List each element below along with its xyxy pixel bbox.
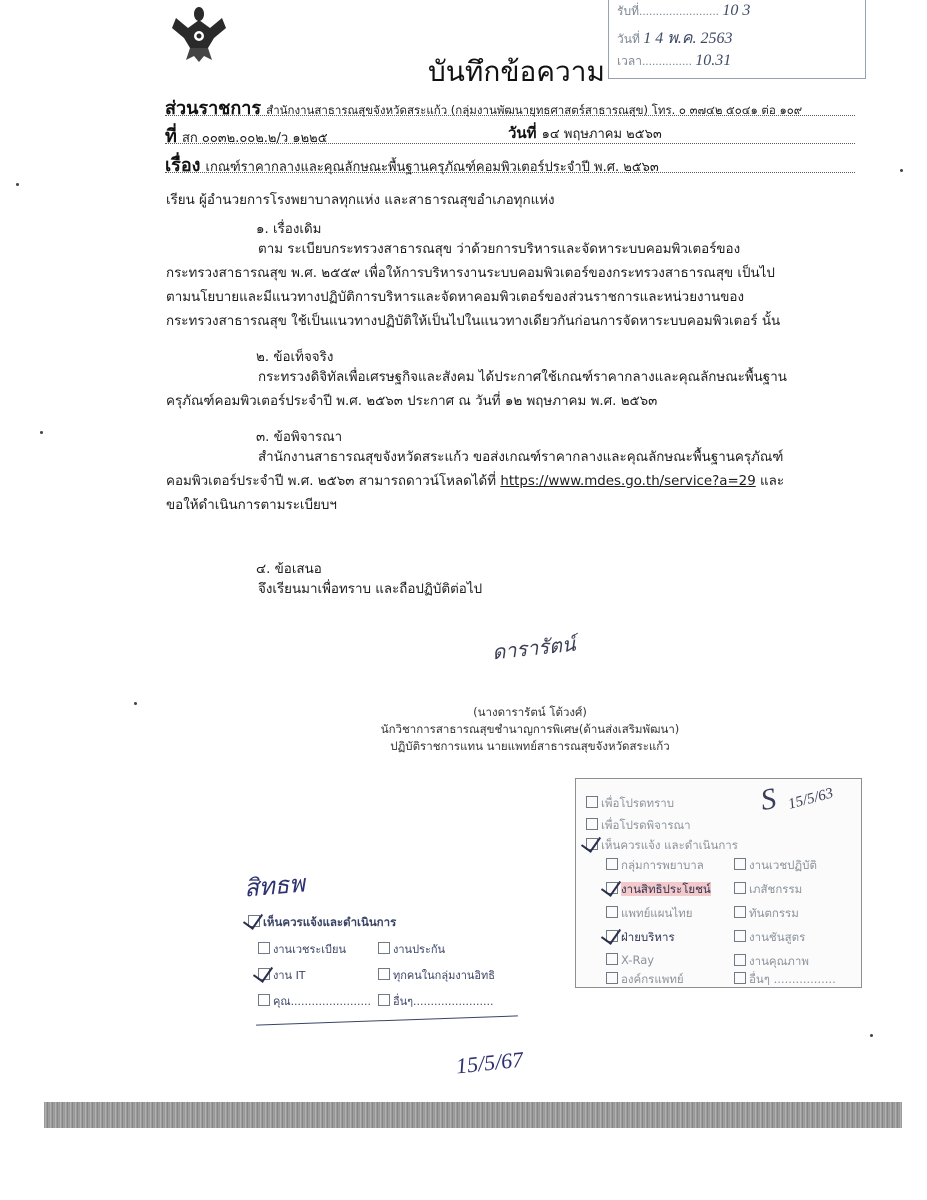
date-value: ๑๔ พฤษภาคม ๒๕๖๓ xyxy=(541,127,662,142)
left-routing-item[interactable] xyxy=(258,966,306,984)
reference-value: สก ๐๐๓๒.๐๐๒.๒/ว ๑๒๒๕ xyxy=(181,131,328,146)
routing-sign-mark: S xyxy=(758,781,779,818)
left-routing-head xyxy=(248,914,396,932)
routing-sign-date: 15/5/63 xyxy=(786,785,836,813)
left-routing-item[interactable] xyxy=(378,966,495,984)
routing-grid-label: X-Ray xyxy=(621,953,655,967)
subject-value: เกณฑ์ราคากลางและคุณลักษณะพื้นฐานครุภัณฑ์คอมพิวเตอร์ประจำปี พ.ศ. ๒๕๖๓ xyxy=(205,160,659,175)
checkbox[interactable] xyxy=(378,942,390,954)
section-1-line-3: ตามนโยบายและมีแนวทางปฏิบัติการบริหารและจัดหาคอมพิวเตอร์ของส่วนราชการและหน่วยงานของ xyxy=(166,290,744,305)
routing-grid-label: อื่นๆ ................. xyxy=(749,972,836,986)
section-4-body xyxy=(166,578,828,602)
routing-grid-label: ทันตกรรม xyxy=(749,906,799,920)
left-routing-rule xyxy=(256,1015,518,1025)
routing-grid-item[interactable] xyxy=(734,971,836,989)
checkbox-checked[interactable] xyxy=(248,915,260,927)
checkbox[interactable] xyxy=(586,818,598,830)
routing-grid-item[interactable] xyxy=(734,929,805,947)
left-routing-head-label: เห็นควรแจ้งและดำเนินการ xyxy=(263,915,397,929)
routing-item[interactable] xyxy=(586,795,674,813)
section-1-heading: ๑. เรื่องเดิม xyxy=(256,222,322,237)
routing-grid-item[interactable] xyxy=(606,857,704,875)
salutation: เรียน ผู้อำนวยการโรงพยาบาลทุกแห่ง และสาธารณสุขอำเภอทุกแห่ง xyxy=(166,193,555,208)
checkbox[interactable] xyxy=(258,942,270,954)
routing-item-label: เห็นควรแจ้ง และดำเนินการ xyxy=(601,838,738,852)
routing-grid-item[interactable] xyxy=(606,929,675,947)
scan-speck xyxy=(900,169,903,172)
left-routing-item[interactable] xyxy=(258,940,346,958)
routing-grid-label: งานชันสูตร xyxy=(749,930,806,944)
left-routing-item[interactable] xyxy=(258,992,371,1010)
header-reference-row xyxy=(165,121,855,144)
routing-box xyxy=(575,778,862,988)
left-routing-item-label: งานประกัน xyxy=(393,943,446,956)
signer-position: นักวิชาการสาธารณสุขชำนาญการพิเศษ(ด้านส่งเสริมพัฒนา) xyxy=(380,722,680,736)
section-3-heading: ๓. ข้อพิจารณา xyxy=(256,430,343,445)
left-routing-item[interactable] xyxy=(378,940,445,958)
section-4-line-1: จึงเรียนมาเพื่อทราบ และถือปฏิบัติต่อไป xyxy=(258,582,483,597)
routing-item-label: เพื่อโปรดทราบ xyxy=(601,796,675,810)
stamp-date-label: วันที่ xyxy=(617,32,640,46)
left-routing-date-mark: 15/5/67 xyxy=(454,1046,525,1079)
left-routing-item-label: ทุกคนในกลุ่มงานอิทธิ xyxy=(393,969,495,982)
section-2-body xyxy=(166,366,828,414)
signer-acting: ปฏิบัติราชการแทน นายแพทย์สาธารณสุขจังหวัดสระแก้ว xyxy=(390,739,670,753)
checkbox-checked[interactable] xyxy=(258,968,270,980)
section-4-heading: ๔. ข้อเสนอ xyxy=(256,562,322,577)
routing-grid-label: กลุ่มการพยาบาล xyxy=(621,858,704,872)
scan-speck xyxy=(870,1034,873,1037)
routing-item-label: เพื่อโปรดพิจารณา xyxy=(601,818,691,832)
left-routing-item-label: งานเวชระเบียน xyxy=(273,943,346,956)
checkbox[interactable] xyxy=(258,994,270,1006)
left-routing-item-label: งาน IT xyxy=(273,969,306,982)
routing-grid-label: งานสิทธิประโยชน์ xyxy=(621,882,711,896)
section-2-heading: ๒. ข้อเท็จจริง xyxy=(256,350,334,365)
subject-label: เรื่อง xyxy=(165,155,201,175)
routing-grid-item[interactable] xyxy=(734,857,817,875)
section-3-link-suffix: และ xyxy=(760,474,785,489)
routing-grid-item[interactable] xyxy=(606,971,684,989)
left-routing-item[interactable] xyxy=(378,992,493,1010)
checkbox[interactable] xyxy=(378,968,390,980)
section-1-line-2: กระทรวงสาธารณสุข พ.ศ. ๒๕๕๙ เพื่อให้การบริหารงานระบบคอมพิวเตอร์ของกระทรวงสาธารณสุข เป็นไป xyxy=(166,266,775,281)
left-routing-sign-mark: สิทธพ xyxy=(243,871,307,903)
date-label: วันที่ xyxy=(508,126,537,142)
section-3-line-2 xyxy=(166,470,828,494)
stamp-date-value: 1 4 พ.ค. 2563 xyxy=(643,30,733,47)
routing-item[interactable] xyxy=(586,817,691,835)
signature-mark: ดารารัตน์ xyxy=(491,633,577,665)
routing-grid-label: ฝ่ายบริหาร xyxy=(621,930,675,944)
section-3-line-2-text: คอมพิวเตอร์ประจำปี พ.ศ. ๒๕๖๓ สามารถดาวน์โหลดได้ที่ xyxy=(166,474,497,489)
signature-block xyxy=(380,704,680,755)
section-1-body xyxy=(166,238,828,334)
receiving-stamp: รับที่........................ 10 3 วันที่ 1 4 พ.ค. 2563 เวลา............... 10.31 xyxy=(608,0,866,79)
section-3-line-1: สำนักงานสาธารณสุขจังหวัดสระแก้ว ขอส่งเกณฑ์ราคากลางและคุณลักษณะพื้นฐานครุภัณฑ์ xyxy=(258,450,784,465)
section-1-line-4: กระทรวงสาธารณสุข ใช้เป็นแนวทางปฏิบัติให้เป็นไปในแนวทางเดียวกันก่อนการจัดหาระบบคอมพิวเตอร์ นั้น xyxy=(166,314,781,329)
routing-grid-label: แพทย์แผนไทย xyxy=(621,906,693,920)
routing-item[interactable] xyxy=(586,837,738,855)
header-department-row xyxy=(165,93,855,116)
routing-grid-item[interactable] xyxy=(606,953,654,967)
scan-speck xyxy=(134,702,137,705)
section-1-line-1: ตาม ระเบียบกระทรวงสาธารณสุข ว่าด้วยการบริหารและจัดหาระบบคอมพิวเตอร์ของ xyxy=(258,242,741,257)
checkbox[interactable] xyxy=(378,994,390,1006)
section-3-body xyxy=(166,446,828,518)
scan-speck xyxy=(16,183,19,186)
stamp-receive-label: รับที่ xyxy=(617,4,639,18)
reference-label: ที่ xyxy=(165,126,177,146)
department-value: สำนักงานสาธารณสุขจังหวัดสระแก้ว (กลุ่มงานพัฒนายุทธศาสตร์สาธารณสุข) โทร. ๐ ๓๗๔๒ ๕๐๔๑ ต่อ ๑๐๙ xyxy=(266,103,803,117)
routing-grid-label: เภสัชกรรม xyxy=(749,882,803,896)
section-3-line-3: ขอให้ดำเนินการตามระเบียบฯ xyxy=(166,498,337,513)
routing-grid-item[interactable] xyxy=(734,881,802,899)
routing-grid-label: งานเวชปฏิบัติ xyxy=(749,858,817,872)
scan-speck xyxy=(40,431,43,434)
left-routing-item-label: คุณ....................... xyxy=(273,995,371,1008)
checkbox[interactable] xyxy=(586,796,598,808)
stamp-time-label: เวลา xyxy=(617,54,642,68)
checkbox-checked[interactable] xyxy=(586,838,598,850)
routing-grid-item[interactable] xyxy=(734,905,799,923)
section-2-line-2: ครุภัณฑ์คอมพิวเตอร์ประจำปี พ.ศ. ๒๕๖๓ ประกาศ ณ วันที่ ๑๒ พฤษภาคม พ.ศ. ๒๕๖๓ xyxy=(166,394,658,409)
document-title: บันทึกข้อความ xyxy=(428,57,605,88)
garuda-emblem-icon xyxy=(168,4,230,64)
signer-name: (นางดารารัตน์ โต้วงศ์) xyxy=(473,705,587,719)
routing-grid-item[interactable] xyxy=(606,881,711,899)
routing-grid-label: งานคุณภาพ xyxy=(749,954,809,968)
left-routing-item-label: อื่นๆ....................... xyxy=(393,995,494,1008)
stamp-receive-number: 10 3 xyxy=(722,2,751,19)
routing-grid-item[interactable] xyxy=(734,953,809,971)
section-2-line-1: กระทรวงดิจิทัลเพื่อเศรษฐกิจและสังคม ได้ประกาศใช้เกณฑ์ราคากลางและคุณลักษณะพื้นฐาน xyxy=(258,370,787,385)
stamp-time-value: 10.31 xyxy=(695,52,732,69)
routing-grid-item[interactable] xyxy=(606,905,692,923)
routing-grid-label: องค์กรแพทย์ xyxy=(621,972,684,986)
department-label: ส่วนราชการ xyxy=(165,98,262,118)
scan-edge-bar xyxy=(44,1102,902,1128)
header-subject-row xyxy=(165,150,855,173)
mdes-service-link[interactable]: https://www.mdes.go.th/service?a=29 xyxy=(500,474,756,489)
